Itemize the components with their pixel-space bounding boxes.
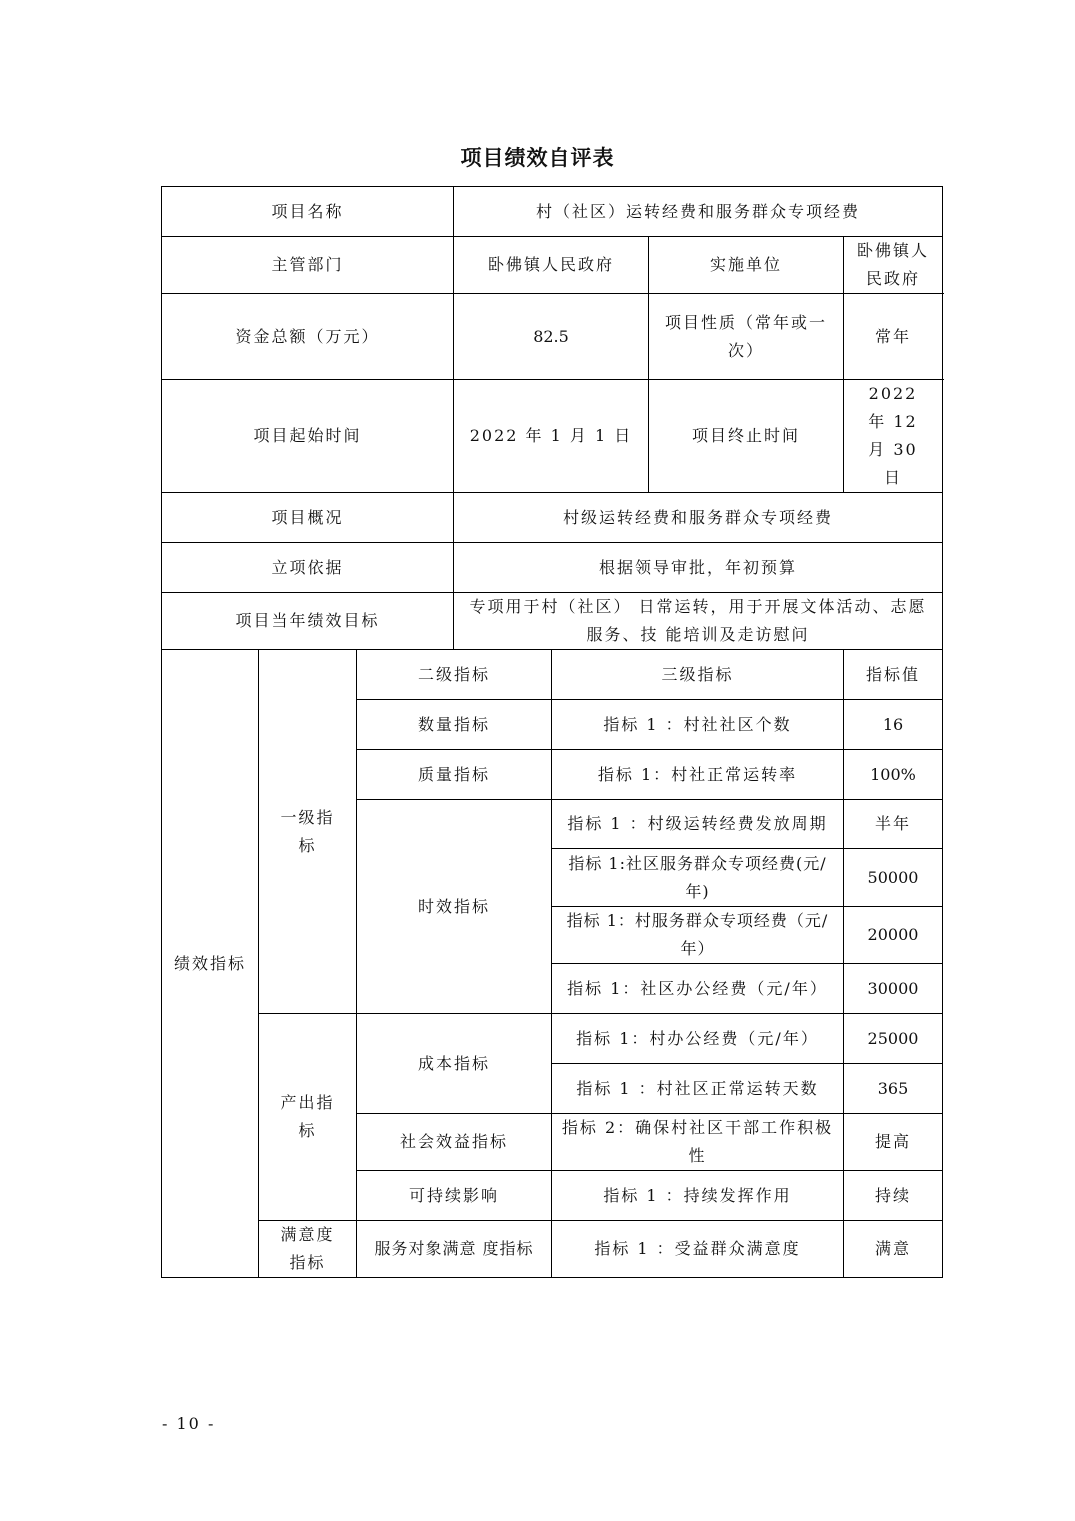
level1-satisfaction: 满意度指标 bbox=[259, 1221, 357, 1278]
performance-indicators-label: 绩效指标 bbox=[162, 650, 259, 1278]
row-project-name bbox=[162, 187, 943, 237]
level2-sustain: 可持续影响 bbox=[357, 1171, 552, 1221]
level3-cell: 指标 1 ：受益群众满意度 bbox=[552, 1221, 844, 1278]
value-cell: 25000 bbox=[844, 1014, 943, 1064]
value-cell: 50000 bbox=[844, 849, 943, 907]
level3-cell: 指标 1：村服务群众专项经费（元/年） bbox=[552, 907, 844, 964]
funds-label: 资金总额（万元） bbox=[162, 294, 454, 380]
level2-quantity: 数量指标 bbox=[357, 700, 552, 750]
funds-value: 82.5 bbox=[454, 294, 649, 380]
row-funds bbox=[162, 294, 943, 380]
row-overview bbox=[162, 493, 943, 543]
level3-cell: 指标 1：村社正常运转率 bbox=[552, 750, 844, 800]
project-name-label: 项目名称 bbox=[162, 187, 454, 237]
value-cell: 提高 bbox=[844, 1114, 943, 1171]
value-cell: 30000 bbox=[844, 964, 943, 1014]
nature-label: 项目性质（常年或一 次） bbox=[649, 294, 844, 380]
level3-cell: 指标 1 ：村社社区个数 bbox=[552, 700, 844, 750]
overview-label: 项目概况 bbox=[162, 493, 454, 543]
row-goal bbox=[162, 593, 943, 650]
department-label: 主管部门 bbox=[162, 237, 454, 294]
level3-cell: 指标 1 ：村级运转经费发放周期 bbox=[552, 800, 844, 849]
goal-value: 专项用于村（社区） 日常运转，用于开展文体活动、志愿服务、技 能培训及走访慰问 bbox=[454, 593, 943, 650]
header-level3: 三级指标 bbox=[552, 650, 844, 700]
level3-cell: 指标 1 ：持续发挥作用 bbox=[552, 1171, 844, 1221]
level2-cost: 成本指标 bbox=[357, 1014, 552, 1114]
level2-social: 社会效益指标 bbox=[357, 1114, 552, 1171]
value-cell: 365 bbox=[844, 1064, 943, 1114]
implementing-unit-label: 实施单位 bbox=[649, 237, 844, 294]
basis-value: 根据领导审批，年初预算 bbox=[454, 543, 943, 593]
end-time-label: 项目终止时间 bbox=[649, 380, 844, 493]
level3-cell: 指标 1:社区服务群众专项经费(元/年) bbox=[552, 849, 844, 907]
header-value: 指标值 bbox=[844, 650, 943, 700]
value-cell: 持续 bbox=[844, 1171, 943, 1221]
table-row bbox=[162, 1221, 943, 1278]
level1-output: 产出指标 bbox=[259, 1014, 357, 1221]
row-basis bbox=[162, 543, 943, 593]
basis-label: 立项依据 bbox=[162, 543, 454, 593]
level2-service: 服务对象满意 度指标 bbox=[357, 1221, 552, 1278]
level3-cell: 指标 2：确保村社区干部工作积极性 bbox=[552, 1114, 844, 1171]
value-cell: 满意 bbox=[844, 1221, 943, 1278]
value-cell: 20000 bbox=[844, 907, 943, 964]
implementing-unit-value: 卧佛镇人民政府 bbox=[844, 237, 943, 294]
project-name-value: 村（社区）运转经费和服务群众专项经费 bbox=[454, 187, 943, 237]
page-number: - 10 - bbox=[162, 1414, 216, 1433]
document-title: 项目绩效自评表 bbox=[460, 145, 615, 170]
table-row bbox=[162, 1014, 943, 1064]
row-dates bbox=[162, 380, 943, 493]
value-cell: 100% bbox=[844, 750, 943, 800]
level2-timeliness: 时效指标 bbox=[357, 800, 552, 1014]
value-cell: 半年 bbox=[844, 800, 943, 849]
level2-quality: 质量指标 bbox=[357, 750, 552, 800]
department-value: 卧佛镇人民政府 bbox=[454, 237, 649, 294]
indicator-header-row bbox=[162, 650, 943, 700]
level3-cell: 指标 1 ：村社区正常运转天数 bbox=[552, 1064, 844, 1114]
header-level2: 二级指标 bbox=[357, 650, 552, 700]
row-department bbox=[162, 237, 943, 294]
evaluation-table bbox=[161, 186, 943, 1278]
level3-cell: 指标 1：社区办公经费（元/年） bbox=[552, 964, 844, 1014]
value-cell: 16 bbox=[844, 700, 943, 750]
level1-first: 一级指标 bbox=[259, 650, 357, 1014]
overview-value: 村级运转经费和服务群众专项经费 bbox=[454, 493, 943, 543]
goal-label: 项目当年绩效目标 bbox=[162, 593, 454, 650]
nature-value: 常年 bbox=[844, 294, 943, 380]
start-time-label: 项目起始时间 bbox=[162, 380, 454, 493]
level3-cell: 指标 1：村办公经费（元/年） bbox=[552, 1014, 844, 1064]
end-time-value: 2022 年 12 月 30 日 bbox=[844, 380, 943, 493]
start-time-value: 2022 年 1 月 1 日 bbox=[454, 380, 649, 493]
